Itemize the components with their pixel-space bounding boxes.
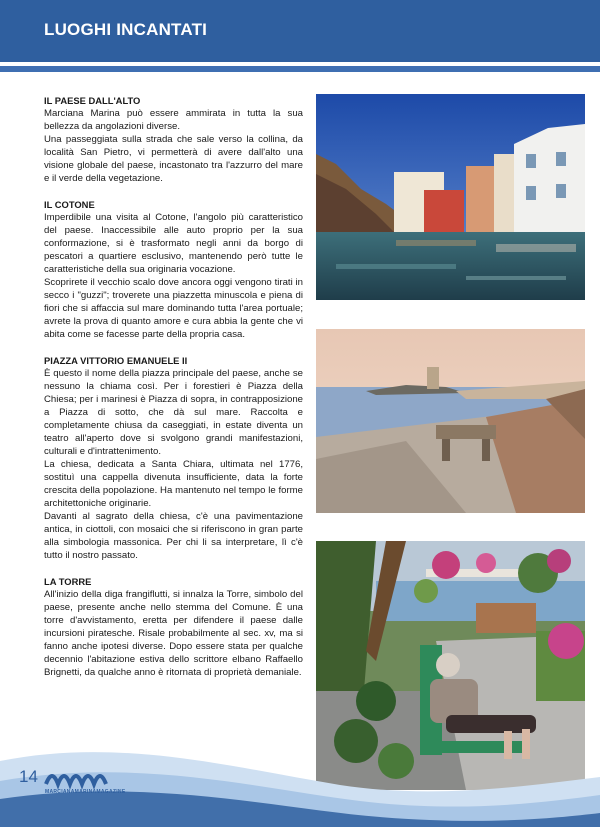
section-torre	[44, 575, 303, 679]
article-column	[44, 94, 303, 692]
section-title: LUOGHI INCANTATI	[44, 20, 208, 39]
paragraph: Marciana Marina può essere ammirata in tutta la sua bellezza da angolazioni diverse.	[44, 108, 303, 132]
page-number: 14	[19, 767, 38, 786]
section-piazza	[44, 354, 303, 562]
paragraph: È questo il nome della piazza principale del paese, anche se nessuno la chiama così. Per i forestieri è Piazza della Chiesa; per i marinesi è Piazza di sopra, in contrapposizione a Piazza di sotto, che dà sul mare. Raccolta e completamente chiusa da caseggiati, in estate diventa un teatro all'aperto dove si svolgono grandi manifestazioni, culturali e d'intrattenimento.	[44, 368, 303, 457]
section-heading: PIAZZA VITTORIO EMANUELE II	[44, 355, 188, 366]
magazine-logo	[44, 764, 112, 790]
section-heading: IL PAESE DALL'ALTO	[44, 95, 141, 106]
paragraph: La chiesa, dedicata a Santa Chiara, ultimata nel 1776, sostituì una cappella divenuta insufficiente, data la forte crescita della popolazione. Ha mantenuto nel tempo le forme architettoniche originarie.	[44, 459, 303, 509]
photo-cotone	[316, 94, 585, 300]
page-header	[0, 0, 600, 62]
paragraph: Una passeggiata sulla strada che sale verso la collina, da località San Pietro, vi permetterà di avere dall'alto una visione globale del paese, incastonato tra l'azzurro del mare e il verde della vegetazione.	[44, 134, 303, 184]
photo-torre	[316, 329, 585, 513]
paragraph: Scoprirete il vecchio scalo dove ancora oggi vengono tirati in secco i "guzzi"; troverete una piazzetta minuscola e piena di fiori che si affaccia sul mare dominando tutta l'area portuale; avrete la prova di quanto amore e cura abbia la gente che vi abita come se facesse parte della propria casa.	[44, 277, 303, 340]
section-cotone	[44, 198, 303, 341]
paragraph: Imperdibile una visita al Cotone, l'angolo più caratteristico del paese. Inaccessibile alle auto proprio per la sua conformazione, si è trasformato negli anni da borgo di pescatori a quartiere esclusivo, mantenendo però tutte le caratteristiche della sua originaria vocazione.	[44, 212, 303, 275]
paragraph: All'inizio della diga frangiflutti, si innalza la Torre, simbolo del paese, presente anche nello stemma del Comune. È una torre d'avvistamento, eretta per difendere il paese dalle incursioni piratesche. Risale probabilmente al sec. xv, ma si fanno anche ipotesi diverse. Dopo essere stata per qualche decennio l'abitazione estiva dello scrittore elbano Raffaello Brignetti, da qualche anno è ritornata di proprietà demaniale.	[44, 589, 303, 678]
magazine-name: MARCIANAMARINAMAGAZINE	[45, 789, 126, 795]
section-paese-dall-alto	[44, 94, 303, 185]
section-heading: IL COTONE	[44, 199, 95, 210]
section-heading: LA TORRE	[44, 576, 92, 587]
header-divider	[0, 66, 600, 72]
paragraph: Davanti al sagrato della chiesa, c'è una pavimentazione antica, in ciottoli, con mosaici che si riferiscono in gran parte alla simbologia massonica. Per chi li sa interpretare, lì c'è tutto il nostro passato.	[44, 511, 303, 561]
